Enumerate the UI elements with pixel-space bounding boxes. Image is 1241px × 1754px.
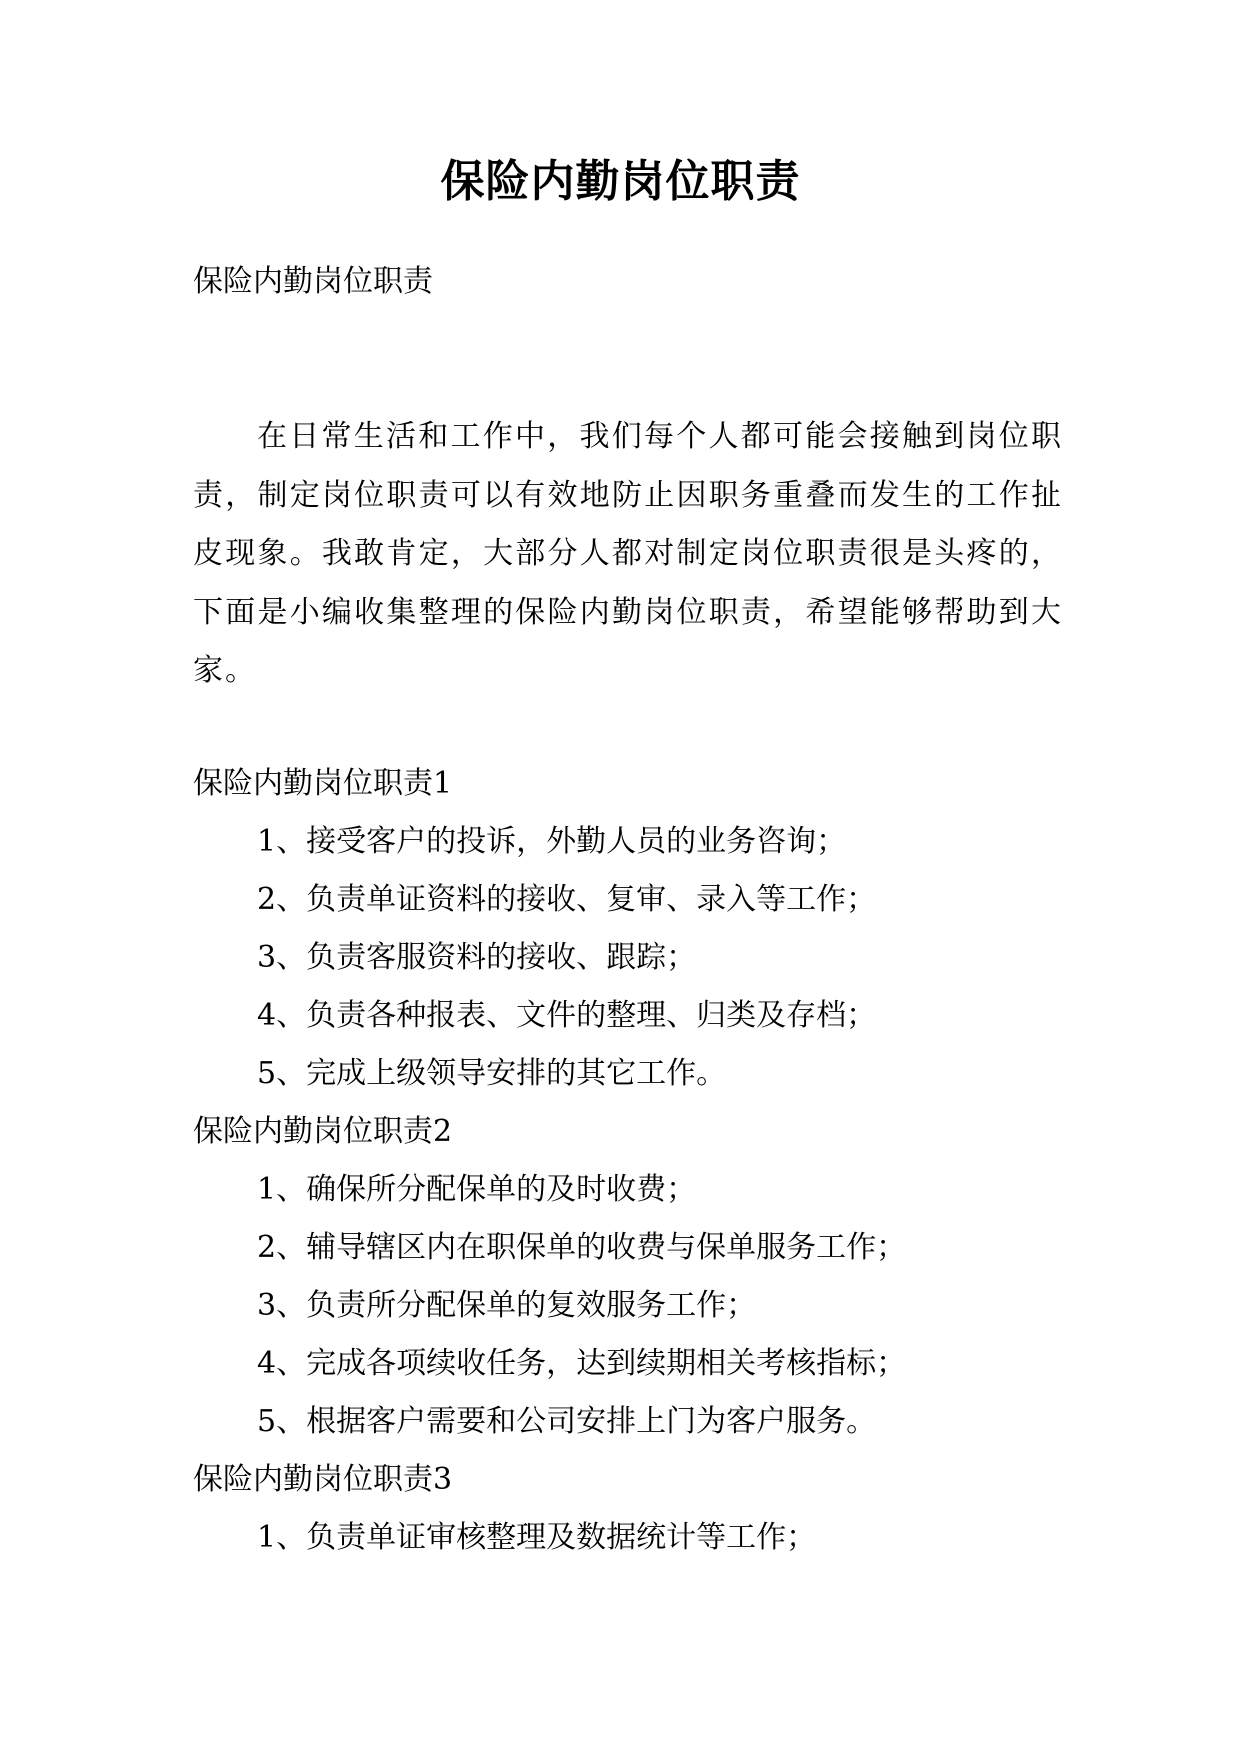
section-1-item-5: 5、完成上级领导安排的其它工作。 xyxy=(257,1056,727,1091)
section-2-item-3: 3、负责所分配保单的复效服务工作； xyxy=(257,1288,757,1323)
section-heading-2: 保险内勤岗位职责2 xyxy=(193,1114,453,1149)
section-1-item-3: 3、负责客服资料的接收、跟踪； xyxy=(257,940,697,975)
section-2-item-5: 5、根据客户需要和公司安排上门为客户服务。 xyxy=(257,1404,877,1439)
section-1-item-4: 4、负责各种报表、文件的整理、归类及存档； xyxy=(257,998,877,1033)
document-title: 保险内勤岗位职责 xyxy=(440,156,801,207)
document-subtitle: 保险内勤岗位职责 xyxy=(193,264,433,299)
section-3-item-1: 1、负责单证审核整理及数据统计等工作； xyxy=(257,1520,817,1555)
intro-paragraph: 在日常生活和工作中，我们每个人都可能会接触到岗位职责，制定岗位职责可以有效地防止因职务重叠而发生的工作扯皮现象。我敢肯定，大部分人都对制定岗位职责很是头疼的，下面是小编收集整理的保险内勤岗位职责，希望能够帮助到大家。 xyxy=(193,419,1063,688)
section-2-item-1: 1、确保所分配保单的及时收费； xyxy=(257,1172,697,1207)
section-1-item-2: 2、负责单证资料的接收、复审、录入等工作； xyxy=(257,882,877,917)
section-heading-3: 保险内勤岗位职责3 xyxy=(193,1462,453,1497)
section-2-item-2: 2、辅导辖区内在职保单的收费与保单服务工作； xyxy=(257,1230,907,1265)
section-1-item-1: 1、接受客户的投诉，外勤人员的业务咨询； xyxy=(257,824,847,859)
section-2-item-4: 4、完成各项续收任务，达到续期相关考核指标； xyxy=(257,1346,907,1381)
section-heading-1: 保险内勤岗位职责1 xyxy=(193,766,453,801)
